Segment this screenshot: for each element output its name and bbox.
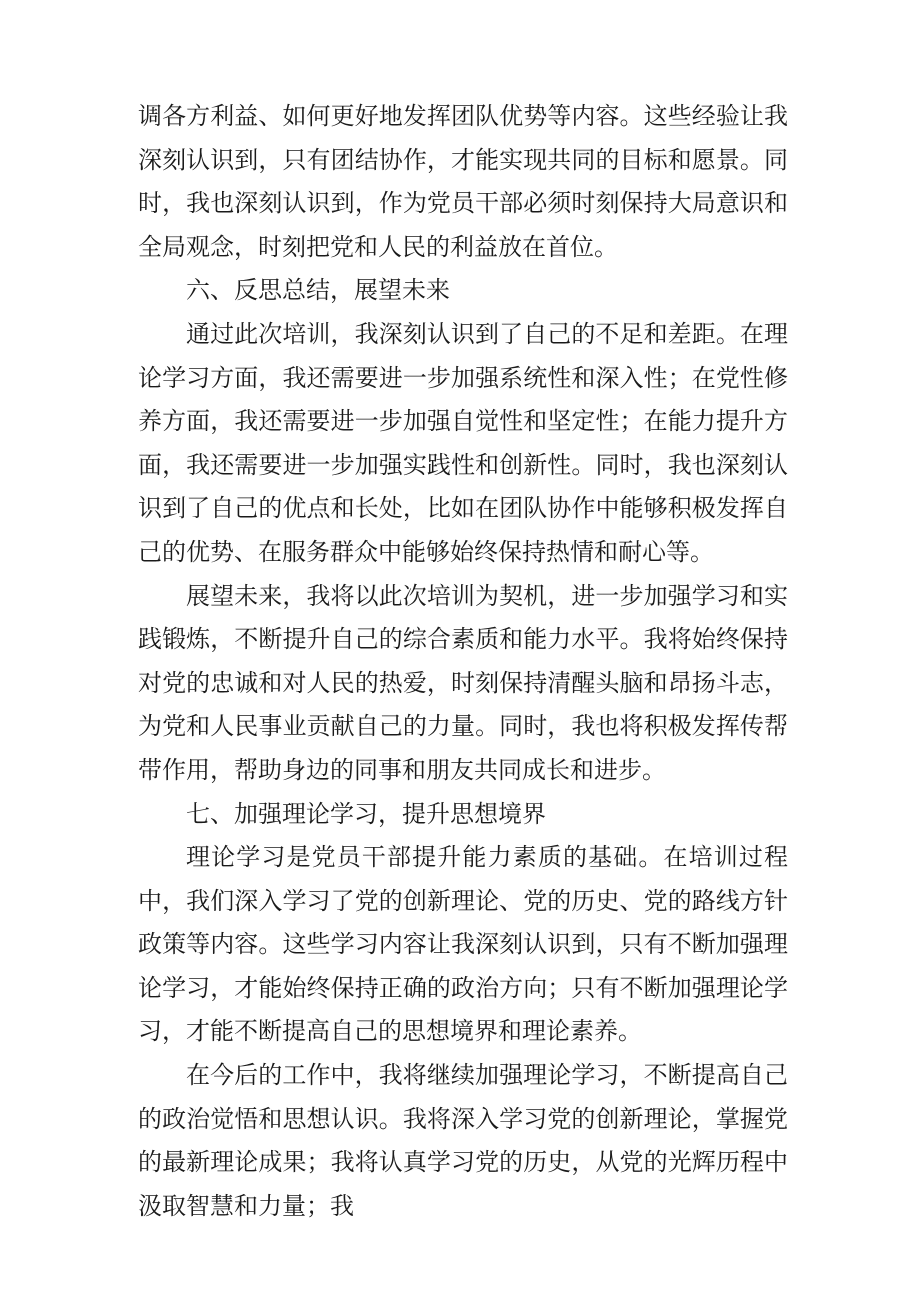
paragraph-continuation: 调各方利益、如何更好地发挥团队优势等内容。这些经验让我深刻认识到，只有团结协作，才能实现共同的目标和愿景。同时，我也深刻认识到，作为党员干部必须时刻保持大局意识和全局观念，时刻把党和人民的利益放在首位。 bbox=[138, 102, 788, 261]
section-heading-six: 六、反思总结，展望未来 bbox=[186, 276, 450, 305]
document-body bbox=[138, 95, 788, 1228]
paragraph-future-work: 在今后的工作中，我将继续加强理论学习，不断提高自己的政治觉悟和思想认识。我将深入学习党的创新理论，掌握党的最新理论成果；我将认真学习党的历史，从党的光辉历程中汲取智慧和力量；我 bbox=[138, 1061, 788, 1220]
paragraph-theory-study: 理论学习是党员干部提升能力素质的基础。在培训过程中，我们深入学习了党的创新理论、党的历史、党的路线方针政策等内容。这些学习内容让我深刻认识到，只有不断加强理论学习，才能始终保持正确的政治方向；只有不断加强理论学习，才能不断提高自己的思想境界和理论素养。 bbox=[138, 843, 788, 1046]
section-heading-seven: 七、加强理论学习，提升思想境界 bbox=[186, 799, 546, 828]
paragraph-outlook: 展望未来，我将以此次培训为契机，进一步加强学习和实践锻炼，不断提升自己的综合素质和能力水平。我将始终保持对党的忠诚和对人民的热爱，时刻保持清醒头脑和昂扬斗志，为党和人民事业贡献自己的力量。同时，我也将积极发挥传帮带作用，帮助身边的同事和朋友共同成长和进步。 bbox=[138, 581, 788, 784]
paragraph-reflection: 通过此次培训，我深刻认识到了自己的不足和差距。在理论学习方面，我还需要进一步加强系统性和深入性；在党性修养方面，我还需要进一步加强自觉性和坚定性；在能力提升方面，我还需要进一步加强实践性和创新性。同时，我也深刻认识到了自己的优点和长处，比如在团队协作中能够积极发挥自己的优势、在服务群众中能够始终保持热情和耐心等。 bbox=[138, 319, 788, 566]
